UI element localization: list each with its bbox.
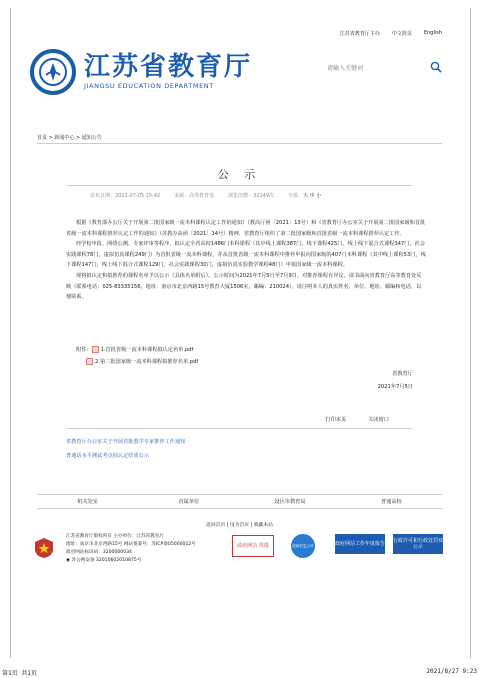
police-badge-icon: ◉ [66,558,72,563]
article-source: 来源：高等教育处 [174,193,215,199]
article-actions [325,416,389,423]
work-report-button[interactable]: 政府网站工作年度报告 [335,534,385,554]
article-paragraph: 现将拟认定和拟推荐的课程名单予以公示（具体名单附后）。公示时间为2021年7月5日至7月9日。对推荐课程有异议，请书面向省教育厅高等教育处反映（联系电话：025-83335156，地址：南京市北京西路15号教育大厦1506室，邮编：210024）。请注明本人的真实姓名、单位、地址、邮编和电话，以便联系。 [66,272,422,301]
font-size-label: 字体：大 中 小 [288,193,322,199]
attachment-row [76,346,193,353]
divider [37,143,442,144]
logo-title-cn: 江苏省教育厅 [84,52,253,82]
print-timestamp: 2021/8/27 9:23 [426,668,477,675]
search-icon[interactable] [430,61,442,73]
top-link-english[interactable]: English [423,30,442,36]
related-link[interactable]: 省教育厅办公室关于开展首批教学专家推荐工作通知 [66,439,186,445]
title-divider [66,185,412,186]
article-paragraph: 经学校申报、网络公测、专家评审等程序，拟认定全省高校1486门本科课程（其中线上课程387门，线下课程425门，线上线下混合式课程347门，社会实践课程78门，虚拟仿真课程249门）为首批省级一流本科课程，并从首批省级一流本科课程中推荐申报向国家级的407门本科课程（其中线上课程53门，线下课程147门，线上线下混合式课程129门，社会实践课程30门，虚拟仿真实验教学课程48门）申报国家级一流本科课程。 [66,241,426,269]
footer-links[interactable]: 返回首页 | 设为首页 | 收藏本站 [206,523,273,528]
gov-error-report-badge[interactable]: 政府网站 找错 [232,535,274,557]
footer-address: 地址：南京市北京西路15号 网站备案号：苏ICP备05000012号 [66,542,196,547]
print-button[interactable]: 打印本页 [325,417,347,423]
article-meta [90,192,389,199]
info-disclosure-badge[interactable]: 政府信息公开 [291,534,315,558]
top-link-chinese[interactable]: 中文简页 [391,31,412,37]
license-penalty-button[interactable]: 行政许可和行政处罚双公示 [393,534,443,554]
logo-title-en: JIANGSU EDUCATION DEPARTMENT [84,82,214,90]
article-body [66,218,426,303]
footer-nav-item[interactable]: 普通高校 [380,499,402,505]
footer-police-record: ◉ 苏公网安备 32010602010875号 [66,558,142,563]
attachment-link-2[interactable]: 2.第二批国家级一流本科课程拟推荐名单.pdf [95,359,199,365]
footer-nav [37,494,442,505]
logo-emblem-icon [30,49,76,95]
signature-date: 2021年7月5日 [377,384,413,390]
close-window-button[interactable]: 关闭窗口 [368,417,389,423]
related-link[interactable]: 普通话水平测试考点拟认定结果公示 [66,453,150,459]
font-size-switch[interactable]: 大 中 小 [303,193,322,199]
pdf-icon [86,358,93,365]
search-input[interactable] [327,63,447,75]
page-count: 第1页 共1页 [2,670,37,677]
footer-nav-item[interactable]: 设区市教育局 [274,499,306,505]
site-logo[interactable] [30,49,252,95]
view-count: 浏览次数：32149次 [228,193,274,199]
divider [66,428,412,429]
footer-nav-item[interactable]: 机关处室 [77,499,98,505]
breadcrumb[interactable]: 首页 > 新闻中心 > 通知公告 [37,135,102,141]
print-footer [0,668,479,678]
publish-date: 发布日期：2021-07-05 15:42 [90,193,161,199]
attachment-row [86,358,198,365]
top-links [340,30,442,37]
footer-site-id: 政府网站标识码：3200000034 [66,550,132,555]
article-paragraph: 根据《教育部办公厅关于开展第二批国家级一流本科课程认定工作的通知》（教高厅函〔2021〕13号）和《省教育厅办公室关于开展第二批国家级和首批省级一流本科课程推荐认定工作的通知》（苏教办高函〔2021〕14号）精神，省教育厅组织了第二批国家级和首批省级一流本科课程推荐认定工作。 [66,220,426,237]
top-link-host[interactable]: 江苏省教育厅主办 [339,31,380,37]
party-emblem-icon [34,537,54,559]
page-title: 公 示 [217,168,262,181]
footer-nav-item[interactable]: 直属单位 [178,499,200,505]
divider [37,508,442,509]
footer-copyright: 江苏省教育厅版权所有 主办单位：江苏省教育厅 [66,534,164,539]
pdf-icon [92,346,99,353]
attachment-label: 附件： [76,347,92,353]
signature-org: 省教育厅 [392,371,413,377]
attachment-link-1[interactable]: 1.首批省级一流本科课程拟认定名单.pdf [100,347,194,353]
